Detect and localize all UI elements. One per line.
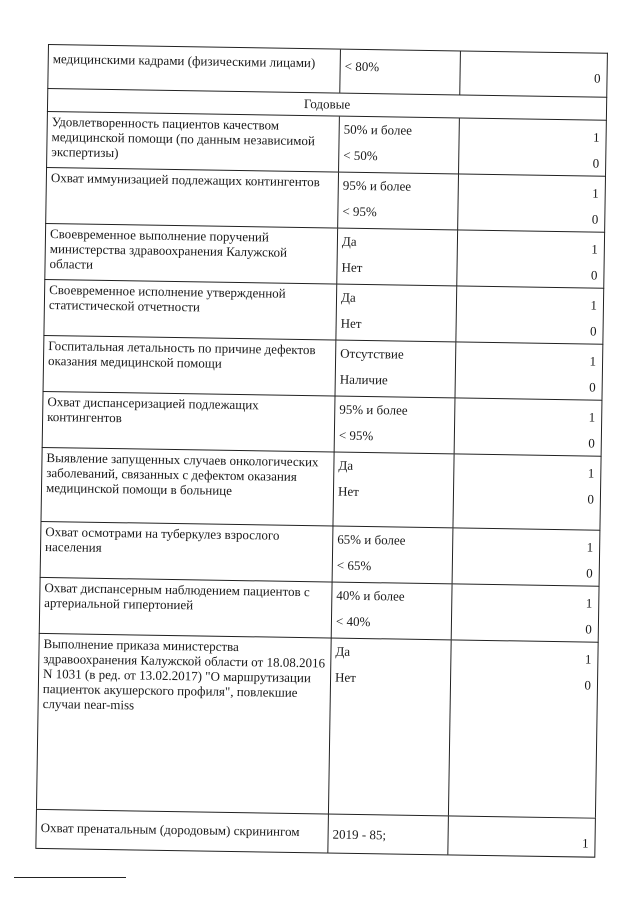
points-value: 0	[591, 211, 599, 227]
points-value: 1	[586, 539, 594, 555]
option-label: < 65%	[336, 557, 372, 574]
option-label: < 50%	[343, 147, 378, 164]
option-label: 65% и более	[337, 531, 406, 548]
points-cell	[456, 286, 603, 343]
options-cell	[340, 50, 461, 95]
table-row	[43, 335, 604, 400]
option-label: < 95%	[338, 427, 374, 444]
points-value: 0	[584, 677, 592, 693]
criteria-table	[35, 44, 608, 858]
options-cell	[337, 229, 458, 286]
option-label: Да	[338, 457, 354, 473]
points-cell	[459, 118, 606, 175]
points-value: 0	[585, 621, 592, 637]
option-label: 50% и более	[343, 121, 413, 138]
option-label: < 95%	[342, 203, 377, 220]
points-value: 1	[591, 241, 598, 257]
points-cell	[460, 51, 607, 96]
points-value: 0	[587, 491, 595, 507]
points-value: 1	[592, 129, 600, 145]
points-cell	[455, 342, 602, 399]
options-cell	[336, 341, 457, 398]
points-value: 1	[587, 465, 595, 481]
points-value: 0	[592, 155, 600, 171]
options-cell	[335, 397, 456, 454]
points-value: 1	[590, 297, 598, 313]
option-label: Да	[335, 643, 351, 659]
criterion-cell: Охват иммунизацией подлежащих контингентов	[46, 168, 339, 228]
points-cell	[449, 640, 598, 817]
options-cell	[329, 639, 452, 816]
option-label: Да	[341, 233, 357, 249]
options-cell	[328, 815, 449, 855]
option-label: < 80%	[344, 58, 380, 75]
points-cell	[452, 584, 599, 641]
points-value: 0	[593, 70, 601, 86]
criterion-cell: Своевременное выполнение поручений министерства здравоохранения Калужской области	[45, 224, 338, 284]
points-cell	[448, 816, 595, 856]
table-row	[39, 577, 600, 642]
criterion-cell: Удовлетворенность пациентов качеством медицинской помощи (по данным независимой экспертизы)	[47, 112, 340, 172]
options-cell	[338, 173, 459, 230]
option-label: Отсутствие	[340, 345, 404, 362]
criterion-cell: Своевременное исполнение утвержденной статистической отчетности	[44, 280, 337, 340]
points-value: 1	[581, 835, 589, 851]
option-label: Нет	[341, 259, 363, 275]
points-cell	[453, 454, 600, 529]
criterion-cell: Выполнение приказа министерства здравоохранения Калужской области от 18.08.2016 N 1031 (в ред. от 13.02.2017) "О маршрутизации пациенток акушерского профиля", повлекшие случаи near-miss	[37, 634, 332, 814]
options-cell	[333, 527, 454, 584]
table-row	[47, 44, 608, 97]
table-row	[43, 279, 604, 344]
points-cell	[458, 174, 605, 231]
options-cell	[339, 117, 460, 174]
points-cell	[453, 528, 600, 585]
options-cell	[332, 583, 453, 640]
points-value: 1	[592, 185, 599, 201]
option-label: Нет	[340, 315, 362, 331]
options-cell	[333, 453, 454, 528]
table-row	[42, 391, 603, 456]
points-value: 1	[589, 353, 597, 369]
option-label: < 40%	[335, 613, 371, 630]
option-label: 2019 - 85;	[332, 826, 387, 843]
criterion-cell: Госпитальная летальность по причине дефектов оказания медицинской помощи	[44, 336, 337, 396]
criterion-cell: Охват диспансеризацией подлежащих контингентов	[43, 392, 336, 452]
option-label: 95% и более	[339, 401, 408, 418]
table-row	[44, 223, 605, 288]
option-label: 95% и более	[342, 177, 412, 194]
points-value: 0	[588, 435, 595, 451]
table-row	[40, 521, 601, 586]
points-cell	[457, 230, 604, 287]
criterion-cell: медицинскими кадрами (физическими лицами)	[48, 45, 341, 93]
table-row	[46, 111, 607, 176]
option-label: Наличие	[339, 371, 388, 388]
option-label: Нет	[334, 669, 357, 685]
footnote-separator	[14, 877, 126, 878]
points-value: 0	[590, 267, 598, 283]
options-cell	[336, 285, 457, 342]
points-value: 1	[584, 651, 592, 667]
points-value: 0	[586, 565, 593, 581]
criterion-cell: Выявление запущенных случаев онкологических заболеваний, связанных с дефектом оказания медицинской помощи в больнице	[42, 448, 335, 526]
criterion-cell: Охват пренатальным (дородовым) скринингом	[36, 810, 329, 853]
criterion-cell: Охват диспансерным наблюдением пациентов с артериальной гипертонией	[40, 578, 333, 638]
points-cell	[455, 398, 602, 455]
points-value: 0	[589, 379, 596, 395]
section-heading: Годовые	[47, 88, 607, 120]
points-value: 0	[589, 323, 597, 339]
table-row	[41, 447, 602, 530]
table-row	[36, 633, 599, 818]
table-row	[45, 167, 606, 232]
criterion-cell: Охват осмотрами на туберкулез взрослого населения	[41, 522, 334, 582]
option-label: 40% и более	[336, 587, 405, 604]
option-label: Нет	[337, 483, 359, 499]
points-value: 1	[585, 595, 593, 611]
points-value: 1	[588, 409, 596, 425]
option-label: Да	[340, 289, 356, 305]
